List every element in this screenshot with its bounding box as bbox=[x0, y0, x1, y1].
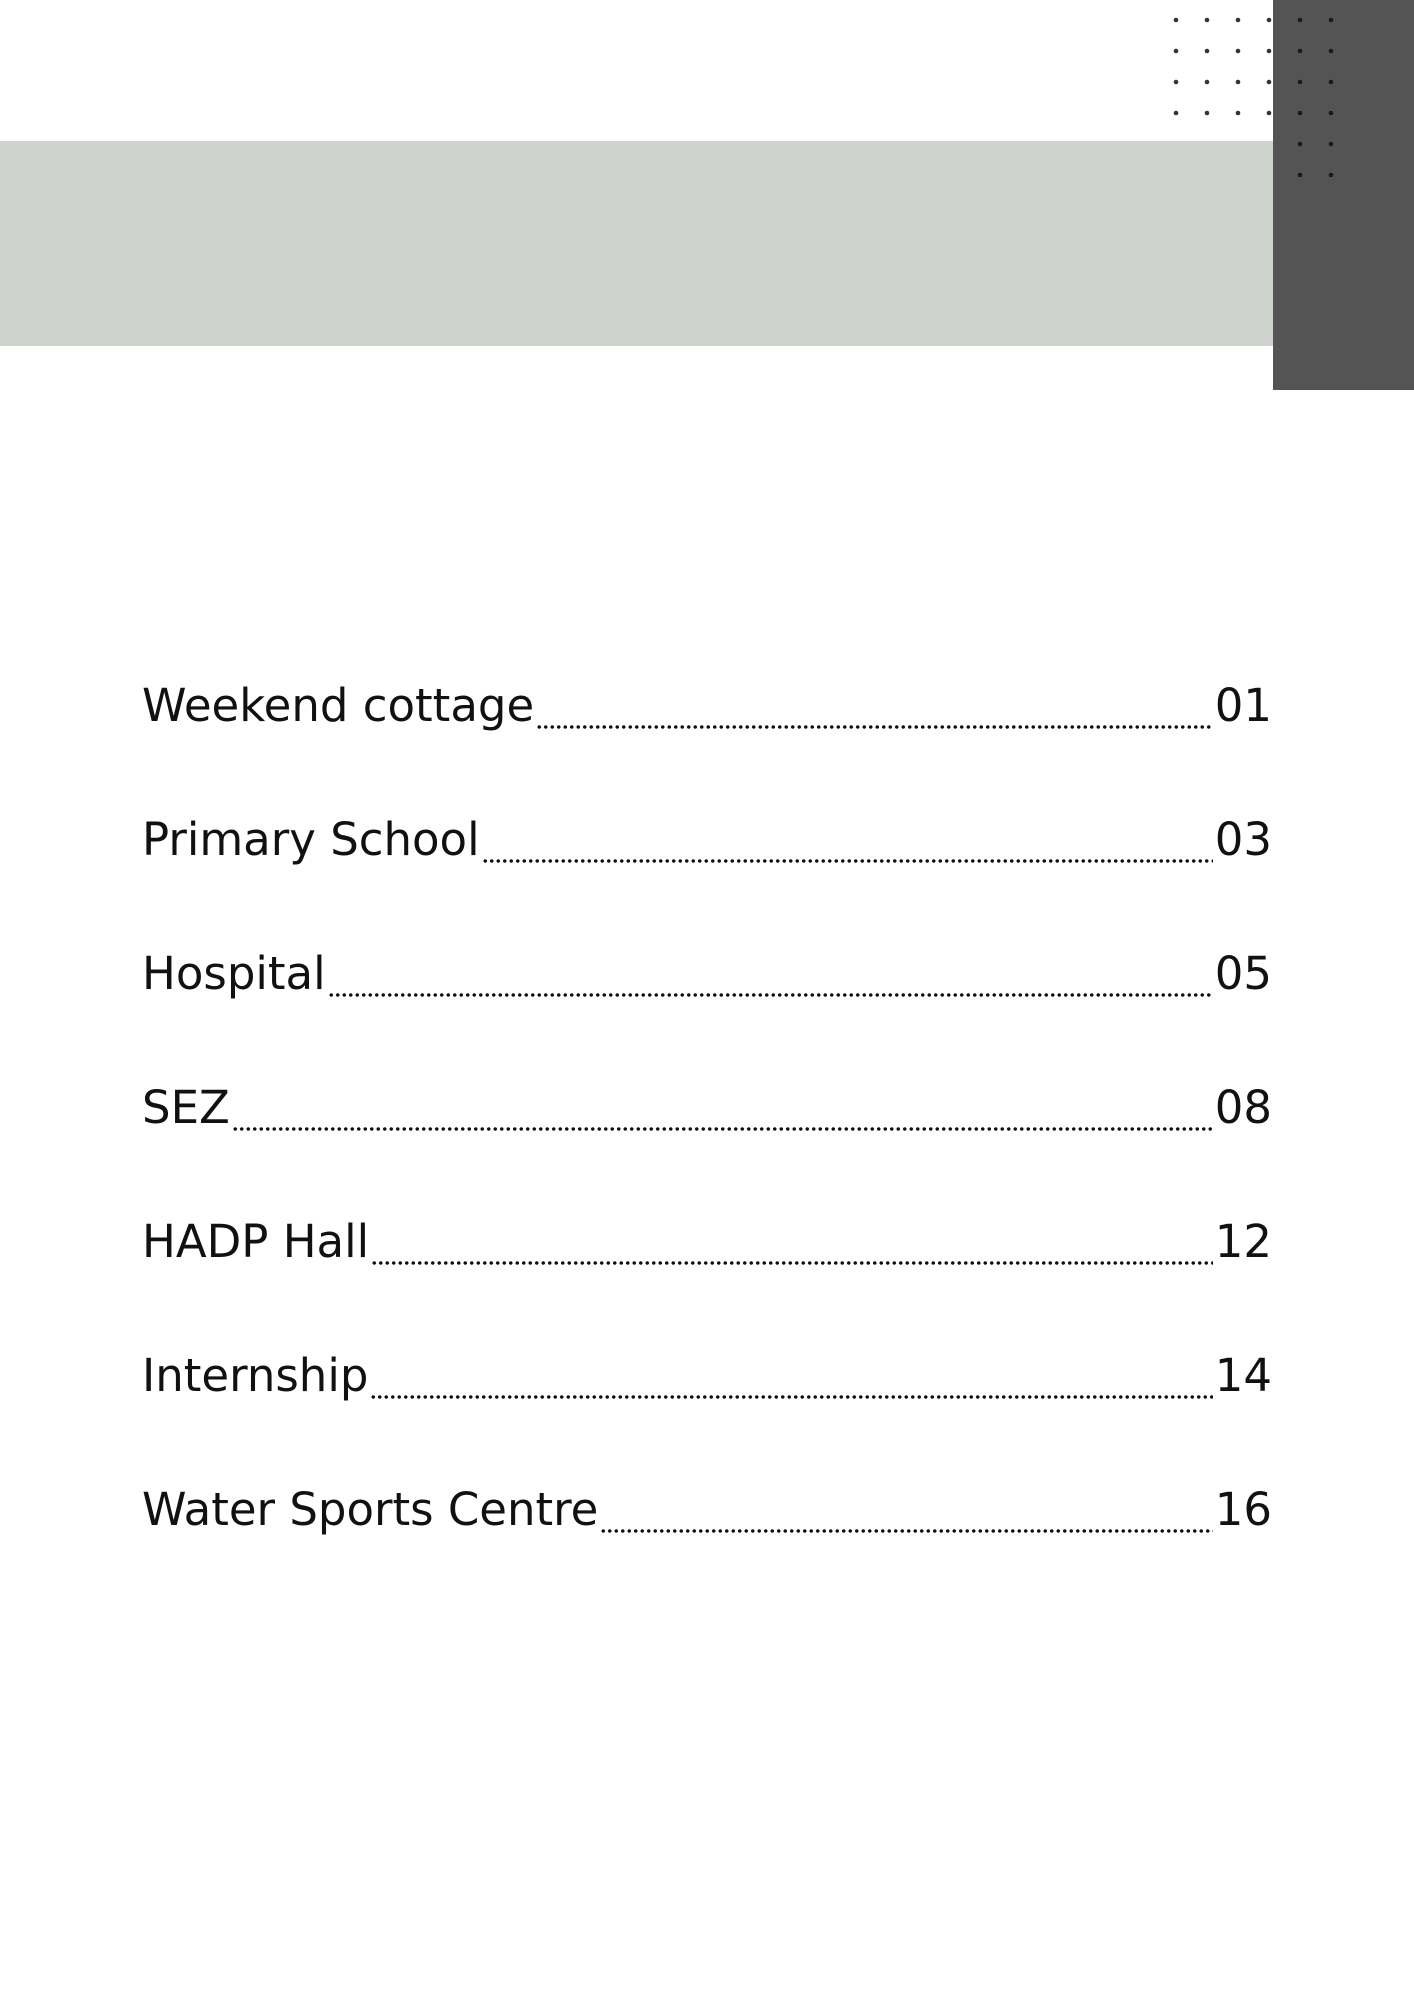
toc-entry-primary-school[interactable] bbox=[142, 804, 1272, 938]
toc-entry-water-sports-centre[interactable] bbox=[142, 1474, 1272, 1608]
toc-entry-hadp-hall[interactable] bbox=[142, 1206, 1272, 1340]
toc-entry-label: Weekend cottage bbox=[142, 679, 535, 732]
toc-entry-page: 03 bbox=[1214, 813, 1272, 866]
dot-leader bbox=[232, 1072, 1213, 1144]
toc-entry-label: SEZ bbox=[142, 1081, 230, 1134]
toc-entry-page: 12 bbox=[1214, 1215, 1272, 1268]
dot-leader bbox=[600, 1474, 1212, 1546]
toc-entry-hospital[interactable] bbox=[142, 938, 1272, 1072]
toc-entry-weekend-cottage[interactable] bbox=[142, 670, 1272, 804]
toc-entry-internship[interactable] bbox=[142, 1340, 1272, 1474]
toc-entry-sez[interactable] bbox=[142, 1072, 1272, 1206]
toc-entry-label: HADP Hall bbox=[142, 1215, 370, 1268]
toc-entry-page: 16 bbox=[1214, 1483, 1272, 1536]
toc-entry-page: 14 bbox=[1214, 1349, 1272, 1402]
table-of-contents bbox=[142, 670, 1272, 1608]
dot-leader bbox=[371, 1206, 1213, 1278]
dot-leader bbox=[482, 804, 1213, 876]
dot-leader bbox=[370, 1340, 1212, 1412]
toc-entry-label: Primary School bbox=[142, 813, 480, 866]
dot-leader bbox=[536, 670, 1213, 742]
toc-entry-page: 01 bbox=[1214, 679, 1272, 732]
toc-entry-label: Water Sports Centre bbox=[142, 1483, 599, 1536]
toc-entry-label: Internship bbox=[142, 1349, 369, 1402]
toc-entry-label: Hospital bbox=[142, 947, 326, 1000]
dot-grid-decoration bbox=[1168, 12, 1338, 182]
dot-leader bbox=[328, 938, 1213, 1010]
toc-entry-page: 05 bbox=[1214, 947, 1272, 1000]
toc-entry-page: 08 bbox=[1214, 1081, 1272, 1134]
header-band bbox=[0, 141, 1273, 346]
